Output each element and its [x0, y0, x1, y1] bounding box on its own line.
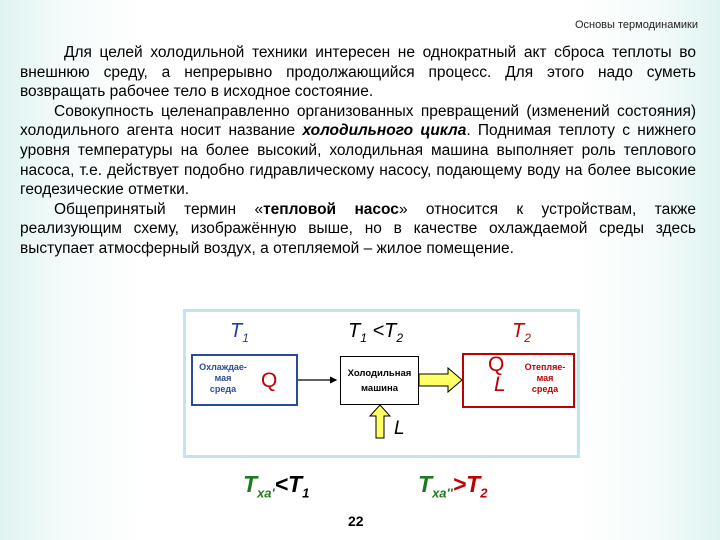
paragraph-2-start: Совокупность целенаправленно организованных превращений (изменений состояния) холодильного агента носит название: [20, 102, 696, 140]
cooled-medium-box: [191, 354, 298, 406]
body-text: [20, 43, 696, 259]
term-refrigeration-cycle: холодильного цикла: [302, 122, 467, 140]
temperature-compare-label: $T_1 <T_2$: [348, 320, 404, 345]
term-heat-pump: тепловой насос: [263, 200, 399, 218]
heated-medium-label: Отепляе- мая среда: [524, 362, 566, 394]
q-in-label: Q: [261, 369, 278, 392]
slide-header: Основы термодинамики: [574, 19, 698, 31]
t2-label: $T_2$: [512, 320, 531, 345]
paragraph-3-start: Общепринятый термин «: [54, 200, 264, 218]
cooled-medium-label: Охлаждае- мая среда: [199, 362, 247, 394]
page-number: 22: [348, 513, 364, 529]
formula-heated: $T_{xa''}>T_2$: [418, 471, 488, 501]
machine-label-line1: Холодильная: [347, 367, 412, 379]
heated-medium-box: [462, 353, 575, 408]
machine-label-line2: машина: [361, 382, 398, 394]
paragraph-3: [20, 200, 696, 259]
paragraph-2-end: . Поднимая теплоту с нижнего уровня температуры на более высокий, холодильная машина выполняет роль теплового насоса, т.е. действует подобно гидравлическому насосу, подающему воду на более высокие геодезические отметки.: [20, 122, 696, 199]
arrow-heat-out: [419, 368, 462, 392]
refrigeration-machine-box: [340, 356, 419, 405]
q-out-label: Q: [488, 353, 505, 376]
formula-cooled: $T_{xa'}<T_1$: [243, 471, 310, 501]
paragraph-3-end: » относится к устройствам, также реализующим схему, изображённую выше, но в качестве охлаждаемой среды здесь выступает атмосферный воздух, а отепляемой – жилое помещение.: [20, 200, 696, 257]
t1-label: $T_1$: [230, 320, 249, 345]
paragraph-1: Для целей холодильной техники интересен не однократный акт сброса теплоты во внешнюю среду, а непрерывно продолжающийся процесс. Для этого надо суметь возвращать рабочее тело в исходное состояние.: [20, 44, 696, 101]
arrow-work-in: [370, 405, 390, 438]
refrigeration-diagram: [183, 309, 580, 458]
l-out-label: L: [494, 373, 506, 396]
paragraph-2: [20, 102, 696, 200]
work-label: L: [394, 418, 405, 439]
